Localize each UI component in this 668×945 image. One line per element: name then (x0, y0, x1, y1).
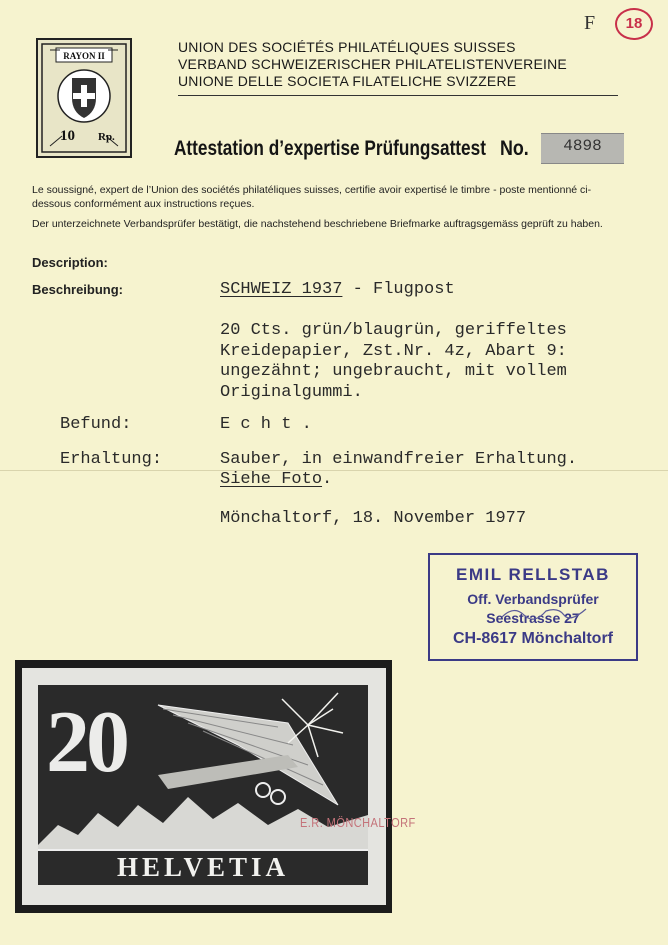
intro-text-fr: Le soussigné, expert de l’Union des sociétés philatéliques suisses, certifie avoir expertisé le timbre - poste mentionné ci-dessous conformément aux instructions reçues. (32, 184, 592, 210)
corner-number-circle: 18 (615, 8, 653, 40)
logo-unit: Rp. (98, 131, 115, 143)
label-beschreibung: Beschreibung: (32, 282, 124, 297)
desc-line-4: Originalgummi. (220, 383, 363, 402)
expert-street: Seestrasse 27 (486, 610, 580, 626)
befund-value: E c h t . (220, 415, 312, 434)
expert-city: CH-8617 Mönchaltorf (452, 630, 614, 647)
stamp-value: 20 (46, 694, 126, 791)
label-erhaltung: Erhaltung: (60, 450, 163, 469)
description-title-rest: - Flugpost (342, 280, 455, 299)
description-title (220, 280, 455, 299)
see-photo-text: Siehe Foto (220, 470, 323, 489)
signature-scribble (500, 599, 590, 625)
erhaltung-line-2: Siehe Foto. (220, 470, 333, 489)
desc-line-2: Kreidepapier, Zst.Nr. 4z, Abart 9: (220, 342, 567, 361)
desc-line-1: 20 Cts. grün/blaugrün, geriffeltes (220, 321, 567, 340)
place-date: Mönchaltorf, 18. November 1977 (220, 509, 527, 528)
label-befund: Befund: (60, 415, 132, 434)
description-title-underlined: SCHWEIZ 1937 (220, 280, 343, 299)
desc-line-3: ungezähnt; ungebraucht, mit vollem (220, 362, 567, 381)
header-rule (178, 95, 618, 96)
attestation-number: 4898 (563, 137, 602, 155)
attestation-no-label: No. (500, 137, 529, 160)
logo-top-text: RAYON II (63, 51, 105, 61)
org-name-fr: UNION DES SOCIÉTÉS PHILATÉLIQUES SUISSES (178, 39, 516, 55)
expert-name: EMIL RELLSTAB (456, 565, 610, 584)
org-name-it: UNIONE DELLE SOCIETA FILATELICHE SVIZZERE (178, 73, 517, 89)
erhaltung-line-1: Sauber, in einwandfreier Erhaltung. (220, 450, 578, 469)
expert-overprint: E.R. MÖNCHALTORF (300, 815, 416, 830)
rayon-stamp-logo (36, 38, 132, 158)
corner-mark: F (584, 12, 596, 34)
stamp-country: HELVETIA (116, 852, 290, 882)
expert-title: Off. Verbandsprüfer (467, 591, 599, 607)
attestation-title: Attestation d’expertise Prüfungsattest (174, 137, 486, 160)
logo-value: 10 (60, 128, 75, 144)
label-description: Description: (32, 255, 108, 270)
org-name-de: VERBAND SCHWEIZERISCHER PHILATELISTENVEREINE (178, 56, 567, 72)
intro-text-de: Der unterzeichnete Verbandsprüfer bestätigt, die nachstehend beschriebene Briefmarke auftragsgemäss geprüft zu haben. (32, 218, 603, 230)
paper-fold-line (0, 470, 668, 471)
expert-stamp (428, 553, 638, 661)
